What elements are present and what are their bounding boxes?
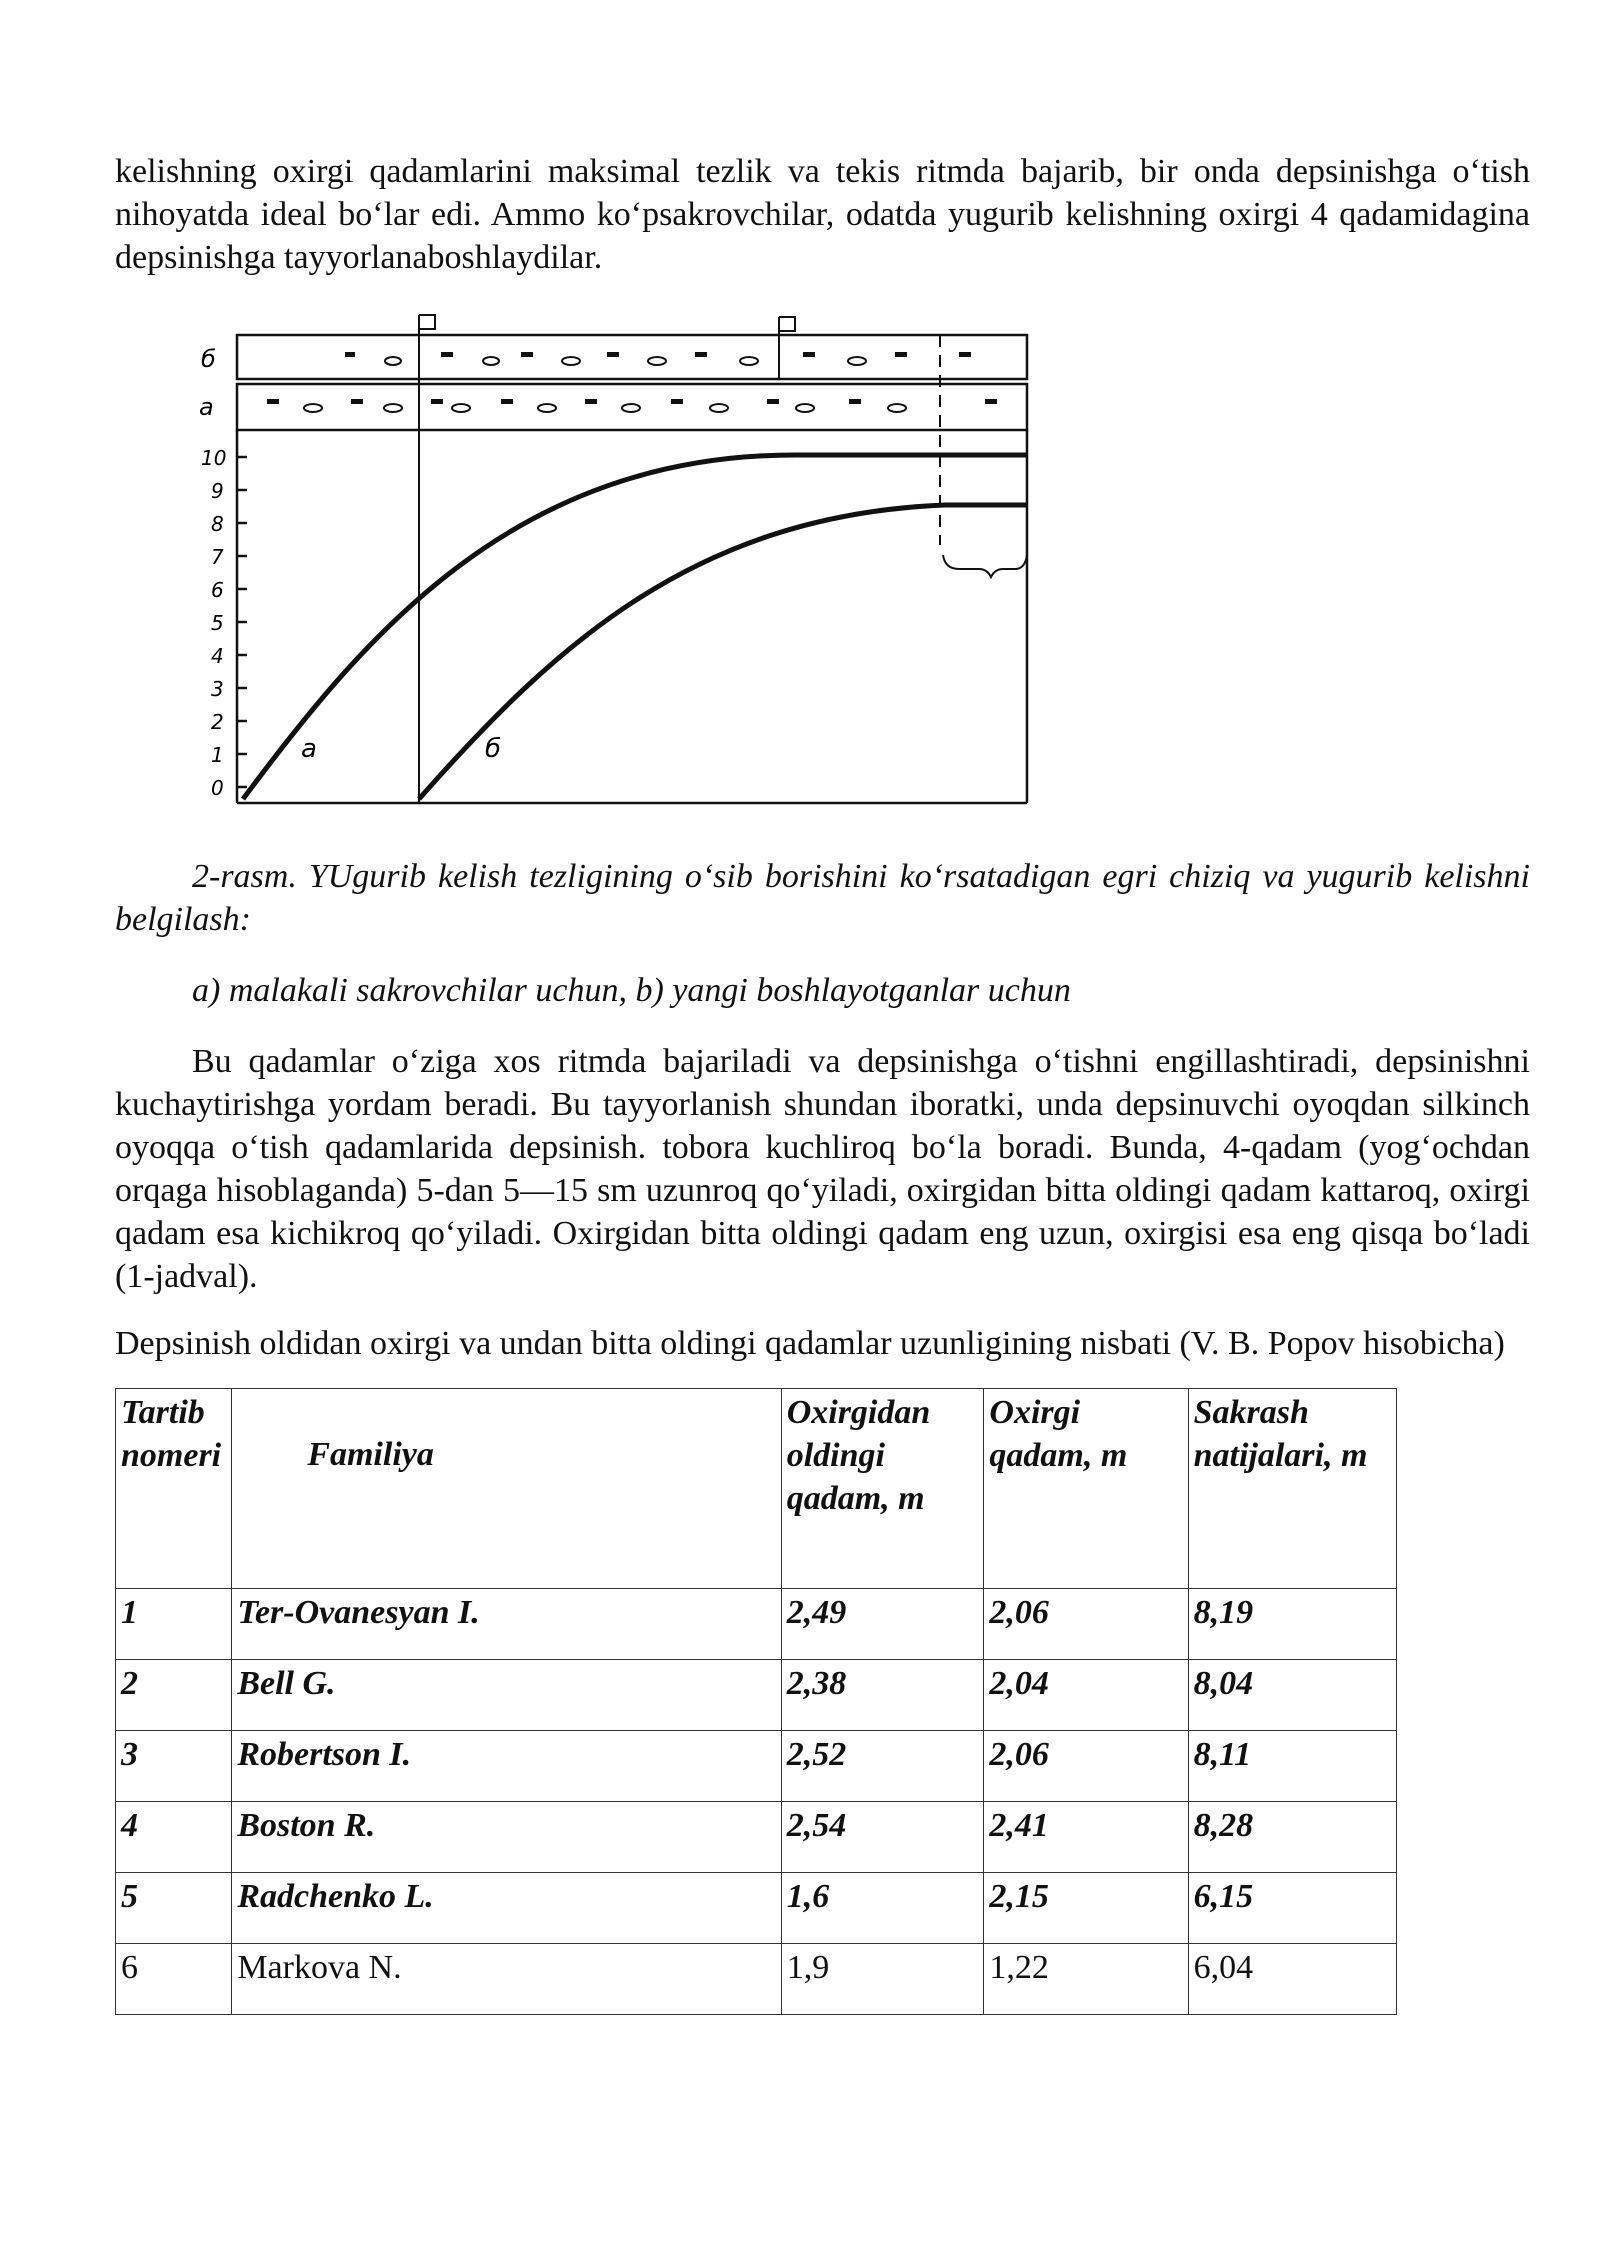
figure-caption: 2-rasm. YUgurib kelish tezligining o‘sib borishini ko‘rsatadigan egri chiziq va yugurib kelishni belgilash: xyxy=(115,858,1530,938)
y-tick-2: 2 xyxy=(211,710,224,734)
cell-last-step: 1,22 xyxy=(984,1944,1188,2015)
figure-caption-legend: a) malakali sakrovchilar uchun, b) yangi boshlayotganlar uchun xyxy=(192,972,1071,1009)
table-row xyxy=(116,1944,1397,2015)
y-tick-8: 8 xyxy=(211,512,224,536)
cell-jump-result: 8,19 xyxy=(1188,1589,1396,1660)
cell-last-step: 2,04 xyxy=(984,1660,1188,1731)
document-page xyxy=(115,150,1530,2015)
cell-surname: Robertson I. xyxy=(232,1731,781,1802)
y-tick-7: 7 xyxy=(211,545,224,569)
y-tick-10: 10 xyxy=(201,446,227,470)
cell-number: 5 xyxy=(116,1873,232,1944)
cell-penultimate-step: 2,49 xyxy=(781,1589,984,1660)
cell-jump-result: 8,28 xyxy=(1188,1802,1396,1873)
y-tick-6: 6 xyxy=(211,578,224,602)
cell-penultimate-step: 1,9 xyxy=(781,1944,984,2015)
table-row xyxy=(116,1731,1397,1802)
cell-last-step: 2,06 xyxy=(984,1589,1188,1660)
header-number: Tartib nomeri xyxy=(116,1389,232,1589)
cell-penultimate-step: 2,52 xyxy=(781,1731,984,1802)
cell-penultimate-step: 2,54 xyxy=(781,1802,984,1873)
cell-last-step: 2,15 xyxy=(984,1873,1188,1944)
y-tick-3: 3 xyxy=(211,677,224,701)
table-row xyxy=(116,1589,1397,1660)
curve-label-b: б xyxy=(485,734,502,764)
intro-paragraph: kelishning oxirgi qadamlarini maksimal tezlik va tekis ritmda bajarib, bir onda depsinishga o‘tish nihoyatda ideal bo‘lar edi. Ammo ko‘psakrovchilar, odatda yugurib kelishning oxirgi 4 qadamidagina depsinishga tayyorlanaboshlaydilar. xyxy=(115,153,1530,276)
y-tick-9: 9 xyxy=(211,479,224,503)
cell-last-step: 2,41 xyxy=(984,1802,1188,1873)
cell-number: 4 xyxy=(116,1802,232,1873)
cell-surname: Bell G. xyxy=(232,1660,781,1731)
header-surname: Familiya xyxy=(232,1389,781,1589)
cell-number: 3 xyxy=(116,1731,232,1802)
header-jump-result: Sakrash natijalari, m xyxy=(1188,1389,1396,1589)
cell-penultimate-step: 1,6 xyxy=(781,1873,984,1944)
header-penultimate-step: Oxirgidan oldingi qadam, m xyxy=(781,1389,984,1589)
cell-surname: Markova N. xyxy=(232,1944,781,2015)
table-row xyxy=(116,1802,1397,1873)
footprints-track-b xyxy=(345,352,971,365)
cell-penultimate-step: 2,38 xyxy=(781,1660,984,1731)
table-row xyxy=(116,1873,1397,1944)
cell-last-step: 2,06 xyxy=(984,1731,1188,1802)
cell-jump-result: 8,11 xyxy=(1188,1731,1396,1802)
table-title: Depsinish oldidan oxirgi va undan bitta oldingi qadamlar uzunligining nisbati (V. B. Popov hisobicha) xyxy=(115,1325,1505,1362)
cell-number: 6 xyxy=(116,1944,232,2015)
body-paragraph: Bu qadamlar o‘ziga xos ritmda bajariladi va depsinishga o‘tishni engillashtiradi, depsinishni kuchaytirishga yordam beradi. Bu tayyorlanish shundan iboratki, unda depsinuvchi oyoqdan silkinch oyoqqa o‘tish qadamlarida depsinish. tobora kuchliroq bo‘la boradi. Bunda, 4-qadam (yog‘ochdan orqaga hisoblaganda) 5-dan 5—15 sm uzunroq qo‘yiladi, oxirgidan bitta oldingi qadam kattaroq, oxirgi qadam esa kichikroq qo‘yiladi. Oxirgidan bitta oldingi qadam eng uzun, oxirgisi esa eng qisqa bo‘ladi (1-jadval). xyxy=(115,1043,1530,1295)
curve-b xyxy=(419,505,1027,799)
curve-label-a: a xyxy=(301,734,317,764)
cell-number: 2 xyxy=(116,1660,232,1731)
table-header-row xyxy=(116,1389,1397,1589)
cell-jump-result: 6,15 xyxy=(1188,1873,1396,1944)
table-row xyxy=(116,1660,1397,1731)
header-last-step: Oxirgi qadam, m xyxy=(984,1389,1188,1589)
cell-jump-result: 6,04 xyxy=(1188,1944,1396,2015)
y-tick-4: 4 xyxy=(211,644,224,668)
y-tick-1: 1 xyxy=(211,743,224,767)
track-label-b: б xyxy=(201,345,216,373)
cell-surname: Boston R. xyxy=(232,1802,781,1873)
y-tick-5: 5 xyxy=(211,611,224,635)
cell-number: 1 xyxy=(116,1589,232,1660)
run-up-speed-figure xyxy=(195,305,1035,815)
y-tick-labels xyxy=(201,446,226,800)
y-tick-0: 0 xyxy=(211,776,224,800)
track-label-a: a xyxy=(199,393,214,421)
cell-surname: Radchenko L. xyxy=(232,1873,781,1944)
cell-surname: Ter-Ovanesyan I. xyxy=(232,1589,781,1660)
footprints-track-a xyxy=(267,399,997,412)
cell-jump-result: 8,04 xyxy=(1188,1660,1396,1731)
steps-table xyxy=(115,1388,1397,2015)
